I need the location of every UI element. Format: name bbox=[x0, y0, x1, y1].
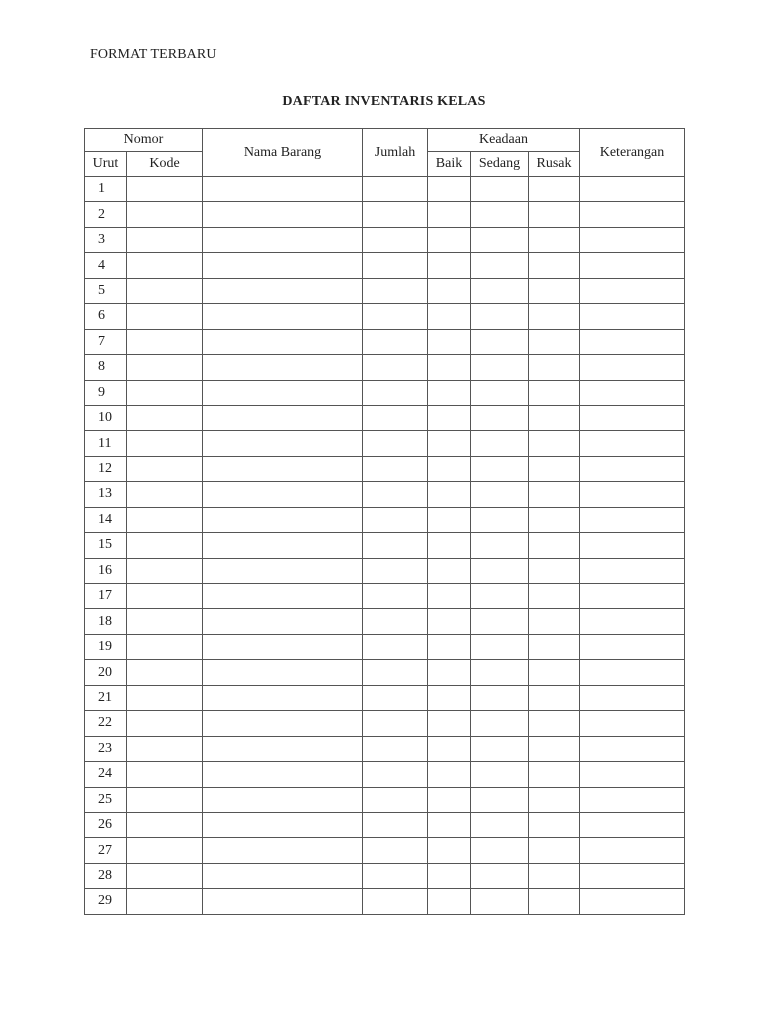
table-row bbox=[85, 253, 685, 278]
cell-nama-barang bbox=[203, 177, 363, 202]
cell-baik bbox=[428, 889, 471, 914]
cell-kode bbox=[127, 380, 203, 405]
table-row bbox=[85, 762, 685, 787]
cell-nama-barang bbox=[203, 533, 363, 558]
document-title: DAFTAR INVENTARIS KELAS bbox=[282, 94, 486, 109]
cell-rusak bbox=[529, 812, 580, 837]
table-row bbox=[85, 838, 685, 863]
table-row bbox=[85, 889, 685, 914]
cell-keterangan bbox=[580, 253, 685, 278]
cell-urut: 24 bbox=[85, 762, 127, 787]
cell-keterangan bbox=[580, 533, 685, 558]
table-row bbox=[85, 736, 685, 761]
format-label: FORMAT TERBARU bbox=[90, 47, 217, 62]
cell-rusak bbox=[529, 380, 580, 405]
table-row bbox=[85, 787, 685, 812]
table-row bbox=[85, 660, 685, 685]
header-urut: Urut bbox=[85, 152, 127, 177]
cell-rusak bbox=[529, 609, 580, 634]
cell-baik bbox=[428, 507, 471, 532]
cell-urut: 17 bbox=[85, 584, 127, 609]
cell-jumlah bbox=[363, 456, 428, 481]
cell-jumlah bbox=[363, 304, 428, 329]
table-row bbox=[85, 533, 685, 558]
table-row bbox=[85, 863, 685, 888]
cell-keterangan bbox=[580, 711, 685, 736]
cell-rusak bbox=[529, 533, 580, 558]
cell-nama-barang bbox=[203, 863, 363, 888]
cell-jumlah bbox=[363, 838, 428, 863]
cell-nama-barang bbox=[203, 405, 363, 430]
cell-jumlah bbox=[363, 227, 428, 252]
cell-kode bbox=[127, 812, 203, 837]
cell-urut: 5 bbox=[85, 278, 127, 303]
cell-rusak bbox=[529, 482, 580, 507]
cell-keterangan bbox=[580, 584, 685, 609]
cell-urut: 21 bbox=[85, 685, 127, 710]
header-nama-barang: Nama Barang bbox=[203, 129, 363, 177]
table-row bbox=[85, 558, 685, 583]
cell-baik bbox=[428, 482, 471, 507]
table-row bbox=[85, 482, 685, 507]
cell-kode bbox=[127, 405, 203, 430]
cell-jumlah bbox=[363, 812, 428, 837]
cell-jumlah bbox=[363, 329, 428, 354]
cell-rusak bbox=[529, 863, 580, 888]
cell-jumlah bbox=[363, 609, 428, 634]
cell-nama-barang bbox=[203, 202, 363, 227]
cell-jumlah bbox=[363, 762, 428, 787]
cell-urut: 4 bbox=[85, 253, 127, 278]
cell-nama-barang bbox=[203, 711, 363, 736]
cell-keterangan bbox=[580, 787, 685, 812]
cell-sedang bbox=[471, 812, 529, 837]
cell-keterangan bbox=[580, 456, 685, 481]
cell-sedang bbox=[471, 736, 529, 761]
cell-baik bbox=[428, 584, 471, 609]
table-row bbox=[85, 685, 685, 710]
cell-nama-barang bbox=[203, 380, 363, 405]
table-row bbox=[85, 177, 685, 202]
cell-nama-barang bbox=[203, 507, 363, 532]
cell-baik bbox=[428, 685, 471, 710]
cell-sedang bbox=[471, 355, 529, 380]
cell-urut: 2 bbox=[85, 202, 127, 227]
cell-baik bbox=[428, 609, 471, 634]
cell-kode bbox=[127, 304, 203, 329]
cell-urut: 15 bbox=[85, 533, 127, 558]
cell-rusak bbox=[529, 787, 580, 812]
cell-nama-barang bbox=[203, 482, 363, 507]
cell-baik bbox=[428, 304, 471, 329]
table-row bbox=[85, 431, 685, 456]
cell-jumlah bbox=[363, 584, 428, 609]
cell-urut: 22 bbox=[85, 711, 127, 736]
cell-urut: 12 bbox=[85, 456, 127, 481]
cell-sedang bbox=[471, 787, 529, 812]
cell-baik bbox=[428, 863, 471, 888]
cell-keterangan bbox=[580, 507, 685, 532]
cell-sedang bbox=[471, 456, 529, 481]
cell-sedang bbox=[471, 558, 529, 583]
cell-baik bbox=[428, 736, 471, 761]
cell-kode bbox=[127, 227, 203, 252]
cell-urut: 13 bbox=[85, 482, 127, 507]
cell-kode bbox=[127, 533, 203, 558]
cell-keterangan bbox=[580, 736, 685, 761]
cell-kode bbox=[127, 507, 203, 532]
cell-jumlah bbox=[363, 787, 428, 812]
cell-keterangan bbox=[580, 838, 685, 863]
cell-sedang bbox=[471, 431, 529, 456]
cell-keterangan bbox=[580, 177, 685, 202]
cell-kode bbox=[127, 177, 203, 202]
cell-nama-barang bbox=[203, 456, 363, 481]
cell-nama-barang bbox=[203, 838, 363, 863]
header-keterangan: Keterangan bbox=[580, 129, 685, 177]
cell-nama-barang bbox=[203, 812, 363, 837]
cell-urut: 27 bbox=[85, 838, 127, 863]
cell-keterangan bbox=[580, 431, 685, 456]
cell-kode bbox=[127, 863, 203, 888]
cell-jumlah bbox=[363, 889, 428, 914]
cell-sedang bbox=[471, 507, 529, 532]
cell-baik bbox=[428, 177, 471, 202]
cell-sedang bbox=[471, 660, 529, 685]
cell-kode bbox=[127, 685, 203, 710]
cell-keterangan bbox=[580, 405, 685, 430]
cell-kode bbox=[127, 355, 203, 380]
table-row bbox=[85, 584, 685, 609]
cell-nama-barang bbox=[203, 889, 363, 914]
cell-nama-barang bbox=[203, 431, 363, 456]
cell-keterangan bbox=[580, 685, 685, 710]
cell-nama-barang bbox=[203, 253, 363, 278]
cell-jumlah bbox=[363, 558, 428, 583]
header-baik: Baik bbox=[428, 152, 471, 177]
header-jumlah: Jumlah bbox=[363, 129, 428, 177]
cell-keterangan bbox=[580, 380, 685, 405]
cell-rusak bbox=[529, 278, 580, 303]
cell-baik bbox=[428, 634, 471, 659]
cell-urut: 25 bbox=[85, 787, 127, 812]
cell-keterangan bbox=[580, 202, 685, 227]
cell-sedang bbox=[471, 889, 529, 914]
cell-kode bbox=[127, 889, 203, 914]
cell-nama-barang bbox=[203, 787, 363, 812]
cell-rusak bbox=[529, 889, 580, 914]
table-row bbox=[85, 355, 685, 380]
cell-kode bbox=[127, 558, 203, 583]
cell-jumlah bbox=[363, 685, 428, 710]
inventory-table bbox=[84, 128, 685, 915]
cell-rusak bbox=[529, 634, 580, 659]
cell-rusak bbox=[529, 304, 580, 329]
cell-kode bbox=[127, 838, 203, 863]
cell-kode bbox=[127, 482, 203, 507]
cell-nama-barang bbox=[203, 278, 363, 303]
cell-sedang bbox=[471, 380, 529, 405]
table-header bbox=[85, 129, 685, 177]
cell-rusak bbox=[529, 355, 580, 380]
cell-urut: 19 bbox=[85, 634, 127, 659]
cell-urut: 28 bbox=[85, 863, 127, 888]
cell-kode bbox=[127, 202, 203, 227]
cell-keterangan bbox=[580, 660, 685, 685]
cell-urut: 9 bbox=[85, 380, 127, 405]
cell-kode bbox=[127, 787, 203, 812]
cell-baik bbox=[428, 838, 471, 863]
header-sedang: Sedang bbox=[471, 152, 529, 177]
cell-urut: 20 bbox=[85, 660, 127, 685]
cell-baik bbox=[428, 558, 471, 583]
table-row bbox=[85, 456, 685, 481]
cell-sedang bbox=[471, 533, 529, 558]
cell-sedang bbox=[471, 711, 529, 736]
cell-nama-barang bbox=[203, 227, 363, 252]
cell-sedang bbox=[471, 253, 529, 278]
cell-urut: 3 bbox=[85, 227, 127, 252]
cell-baik bbox=[428, 405, 471, 430]
cell-kode bbox=[127, 711, 203, 736]
cell-jumlah bbox=[363, 355, 428, 380]
cell-keterangan bbox=[580, 278, 685, 303]
cell-jumlah bbox=[363, 711, 428, 736]
cell-nama-barang bbox=[203, 304, 363, 329]
cell-nama-barang bbox=[203, 736, 363, 761]
cell-jumlah bbox=[363, 202, 428, 227]
cell-rusak bbox=[529, 711, 580, 736]
header-kode: Kode bbox=[127, 152, 203, 177]
cell-urut: 7 bbox=[85, 329, 127, 354]
cell-baik bbox=[428, 278, 471, 303]
cell-rusak bbox=[529, 660, 580, 685]
cell-jumlah bbox=[363, 278, 428, 303]
header-nomor: Nomor bbox=[85, 129, 203, 152]
cell-sedang bbox=[471, 584, 529, 609]
cell-baik bbox=[428, 812, 471, 837]
cell-rusak bbox=[529, 456, 580, 481]
cell-jumlah bbox=[363, 253, 428, 278]
cell-sedang bbox=[471, 685, 529, 710]
cell-sedang bbox=[471, 405, 529, 430]
cell-kode bbox=[127, 609, 203, 634]
cell-rusak bbox=[529, 177, 580, 202]
cell-urut: 16 bbox=[85, 558, 127, 583]
cell-sedang bbox=[471, 278, 529, 303]
cell-urut: 10 bbox=[85, 405, 127, 430]
cell-rusak bbox=[529, 736, 580, 761]
cell-jumlah bbox=[363, 380, 428, 405]
cell-jumlah bbox=[363, 405, 428, 430]
cell-kode bbox=[127, 660, 203, 685]
cell-baik bbox=[428, 533, 471, 558]
cell-sedang bbox=[471, 177, 529, 202]
cell-urut: 14 bbox=[85, 507, 127, 532]
table-row bbox=[85, 304, 685, 329]
cell-baik bbox=[428, 227, 471, 252]
cell-keterangan bbox=[580, 329, 685, 354]
cell-nama-barang bbox=[203, 762, 363, 787]
table-body bbox=[85, 177, 685, 915]
cell-kode bbox=[127, 329, 203, 354]
cell-sedang bbox=[471, 202, 529, 227]
cell-nama-barang bbox=[203, 634, 363, 659]
cell-rusak bbox=[529, 329, 580, 354]
cell-sedang bbox=[471, 304, 529, 329]
cell-nama-barang bbox=[203, 609, 363, 634]
cell-kode bbox=[127, 736, 203, 761]
cell-sedang bbox=[471, 227, 529, 252]
cell-keterangan bbox=[580, 609, 685, 634]
header-rusak: Rusak bbox=[529, 152, 580, 177]
cell-rusak bbox=[529, 584, 580, 609]
cell-jumlah bbox=[363, 736, 428, 761]
cell-sedang bbox=[471, 609, 529, 634]
cell-keterangan bbox=[580, 355, 685, 380]
cell-keterangan bbox=[580, 812, 685, 837]
table-row bbox=[85, 711, 685, 736]
cell-urut: 11 bbox=[85, 431, 127, 456]
table-row bbox=[85, 812, 685, 837]
cell-keterangan bbox=[580, 304, 685, 329]
cell-nama-barang bbox=[203, 558, 363, 583]
cell-sedang bbox=[471, 863, 529, 888]
cell-urut: 23 bbox=[85, 736, 127, 761]
cell-baik bbox=[428, 253, 471, 278]
cell-jumlah bbox=[363, 533, 428, 558]
cell-urut: 18 bbox=[85, 609, 127, 634]
cell-sedang bbox=[471, 329, 529, 354]
cell-nama-barang bbox=[203, 685, 363, 710]
header-keadaan: Keadaan bbox=[428, 129, 580, 152]
cell-nama-barang bbox=[203, 660, 363, 685]
cell-urut: 8 bbox=[85, 355, 127, 380]
cell-baik bbox=[428, 787, 471, 812]
cell-urut: 1 bbox=[85, 177, 127, 202]
cell-kode bbox=[127, 253, 203, 278]
table-row bbox=[85, 227, 685, 252]
cell-kode bbox=[127, 431, 203, 456]
cell-baik bbox=[428, 380, 471, 405]
cell-rusak bbox=[529, 431, 580, 456]
cell-kode bbox=[127, 278, 203, 303]
cell-keterangan bbox=[580, 482, 685, 507]
table-row bbox=[85, 634, 685, 659]
cell-nama-barang bbox=[203, 329, 363, 354]
cell-rusak bbox=[529, 685, 580, 710]
cell-sedang bbox=[471, 634, 529, 659]
cell-baik bbox=[428, 202, 471, 227]
cell-jumlah bbox=[363, 507, 428, 532]
cell-rusak bbox=[529, 253, 580, 278]
cell-keterangan bbox=[580, 634, 685, 659]
cell-kode bbox=[127, 456, 203, 481]
cell-rusak bbox=[529, 507, 580, 532]
cell-rusak bbox=[529, 762, 580, 787]
cell-rusak bbox=[529, 558, 580, 583]
cell-sedang bbox=[471, 762, 529, 787]
cell-urut: 26 bbox=[85, 812, 127, 837]
cell-baik bbox=[428, 762, 471, 787]
cell-baik bbox=[428, 329, 471, 354]
cell-urut: 29 bbox=[85, 889, 127, 914]
cell-baik bbox=[428, 355, 471, 380]
table-row bbox=[85, 609, 685, 634]
cell-keterangan bbox=[580, 889, 685, 914]
cell-baik bbox=[428, 456, 471, 481]
table-row bbox=[85, 278, 685, 303]
table-row bbox=[85, 507, 685, 532]
cell-rusak bbox=[529, 227, 580, 252]
cell-baik bbox=[428, 431, 471, 456]
cell-jumlah bbox=[363, 863, 428, 888]
cell-baik bbox=[428, 660, 471, 685]
cell-rusak bbox=[529, 405, 580, 430]
cell-keterangan bbox=[580, 227, 685, 252]
cell-sedang bbox=[471, 482, 529, 507]
table-row bbox=[85, 380, 685, 405]
cell-kode bbox=[127, 762, 203, 787]
cell-jumlah bbox=[363, 431, 428, 456]
table-row bbox=[85, 405, 685, 430]
cell-nama-barang bbox=[203, 355, 363, 380]
cell-keterangan bbox=[580, 558, 685, 583]
cell-rusak bbox=[529, 838, 580, 863]
cell-keterangan bbox=[580, 863, 685, 888]
cell-sedang bbox=[471, 838, 529, 863]
cell-baik bbox=[428, 711, 471, 736]
cell-jumlah bbox=[363, 482, 428, 507]
cell-nama-barang bbox=[203, 584, 363, 609]
cell-jumlah bbox=[363, 177, 428, 202]
cell-kode bbox=[127, 584, 203, 609]
cell-jumlah bbox=[363, 660, 428, 685]
cell-urut: 6 bbox=[85, 304, 127, 329]
table-row bbox=[85, 329, 685, 354]
cell-kode bbox=[127, 634, 203, 659]
table-row bbox=[85, 202, 685, 227]
cell-keterangan bbox=[580, 762, 685, 787]
cell-jumlah bbox=[363, 634, 428, 659]
cell-rusak bbox=[529, 202, 580, 227]
